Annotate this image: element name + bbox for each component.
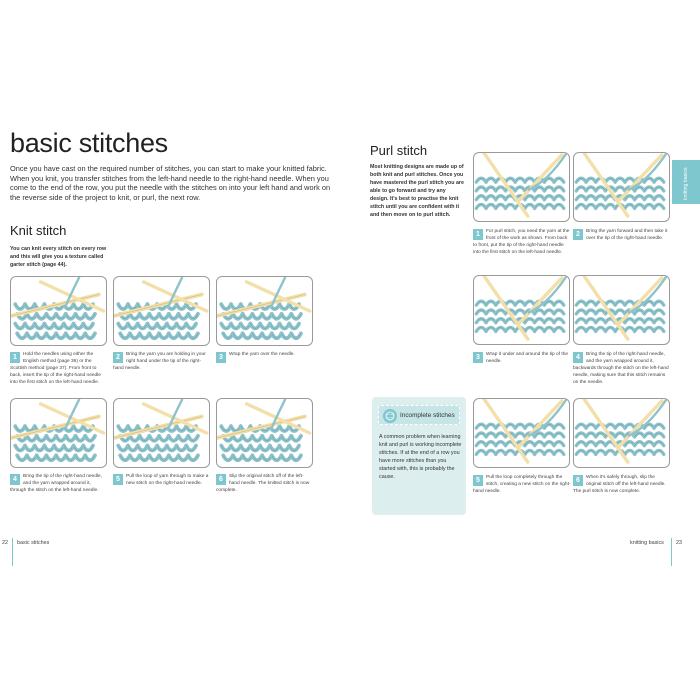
footer-section-left: basic stitches (17, 540, 50, 546)
purl-step-5-illustration (473, 398, 570, 468)
step-text: For purl stitch, you need the yarn at the front of the work as shown. From back to front, put the tip of the right-hand needle into the first stitch on the left-hand needle. (473, 229, 570, 255)
page-title: basic stitches (10, 128, 168, 158)
side-tab-label: knitting basics (683, 167, 689, 200)
step-text: Bring the tip of the right-hand needle, and the yarn wrapped around it, through the stitch on the left-hand needle. (10, 474, 102, 493)
purl-step-4-caption (573, 352, 671, 387)
purl-stitch-heading: Purl stitch (370, 143, 428, 158)
knit-step-5-caption (113, 474, 211, 488)
knit-stitch-heading: Knit stitch (10, 223, 67, 238)
step-number: 1 (473, 229, 483, 240)
step-number: 5 (113, 474, 123, 485)
step-text: When it's safely through, slip the original stitch off the left-hand needle. The purl stitch is now complete. (573, 475, 666, 494)
knit-step-5-illustration (113, 398, 210, 468)
purl-step-2-caption (573, 229, 671, 243)
footer-rule-right (671, 538, 672, 566)
note-title: Incomplete stitches (400, 412, 455, 419)
knit-step-1-illustration (10, 276, 107, 346)
knit-step-2-caption (113, 352, 211, 373)
step-text: Wrap the yarn over the needle. (229, 352, 295, 357)
step-number: 2 (113, 352, 123, 363)
purl-step-1-illustration (473, 152, 570, 222)
yarn-ball-icon (383, 409, 397, 423)
step-number: 4 (573, 352, 583, 363)
purl-step-3-caption (473, 352, 571, 366)
knit-step-3-caption (216, 352, 314, 363)
step-number: 3 (473, 352, 483, 363)
step-number: 3 (216, 352, 226, 363)
step-number: 6 (573, 475, 583, 486)
incomplete-stitches-note (372, 397, 466, 515)
knit-step-6-illustration (216, 398, 313, 468)
step-text: Slip the original stitch off of the left-hand needle. The knitted stitch is now complete. (216, 474, 310, 493)
section-side-tab (672, 160, 700, 204)
footer-rule-left (12, 538, 13, 566)
page-number-left: 22 (2, 540, 8, 546)
purl-step-4-illustration (573, 275, 670, 345)
step-number: 5 (473, 475, 483, 486)
step-text: Hold the needles using either the English method (page 36) or the Scottish method (page 37). From front to back, insert the tip of the right-hand needle into the first stitch on the left-hand needle. (10, 352, 101, 385)
knit-step-2-illustration (113, 276, 210, 346)
note-header (378, 405, 460, 425)
step-number: 1 (10, 352, 20, 363)
note-body: A common problem when learning knit and purl is working incomplete stitches. If at the end of a row you have more stitches than you started with, this is probably the cause. (379, 434, 462, 480)
step-text: Bring the yarn forward and then take it over the tip of the right-hand needle. (586, 229, 668, 241)
knit-step-1-caption (10, 352, 108, 387)
knit-step-3-illustration (216, 276, 313, 346)
purl-stitch-intro: Most knitting designs are made up of both knit and purl stitches. Once you have mastered the purl stitch you are able to go forward and try any design. It's best to practise the knit stitch until you are confident with it and then move on to purl stitch. (370, 164, 464, 218)
step-text: Bring the yarn you are holding in your right hand under the tip of the right-hand needle. (113, 352, 206, 371)
purl-step-2-illustration (573, 152, 670, 222)
footer-section-right: knitting basics (630, 540, 664, 546)
intro-paragraph: Once you have cast on the required number of stitches, you can start to make your knitted fabric. When you knit, you transfer stitches from the left-hand needle to the right-hand needle. When you come to the end of the row, you put the needle with the stitches on into your left hand and work on the reverse side of the project to knit, or purl, the next row. (10, 164, 331, 202)
step-text: Bring the tip of the right-hand needle, and the yarn wrapped around it, backwards through the stitch on the left-hand needle, making sure that this stitch remains on the needle. (573, 352, 669, 385)
step-number: 6 (216, 474, 226, 485)
purl-step-1-caption (473, 229, 571, 257)
knit-stitch-intro: You can knit every stitch on every row and this will give you a texture called garter stitch (page 44). (10, 246, 107, 268)
purl-step-6-illustration (573, 398, 670, 468)
step-number: 2 (573, 229, 583, 240)
purl-step-3-illustration (473, 275, 570, 345)
purl-step-5-caption (473, 475, 571, 496)
knit-step-4-caption (10, 474, 108, 495)
knit-step-4-illustration (10, 398, 107, 468)
step-text: Pull the loop completely through the stitch, creating a new stitch on the right-hand needle. (473, 475, 571, 494)
knit-step-6-caption (216, 474, 314, 495)
step-text: Wrap it under and around the tip of the needle. (486, 352, 569, 364)
purl-step-6-caption (573, 475, 671, 496)
step-number: 4 (10, 474, 20, 485)
page-number-right: 23 (676, 540, 682, 546)
step-text: Pull the loop of yarn through to make a new stitch on the right-hand needle. (126, 474, 209, 486)
